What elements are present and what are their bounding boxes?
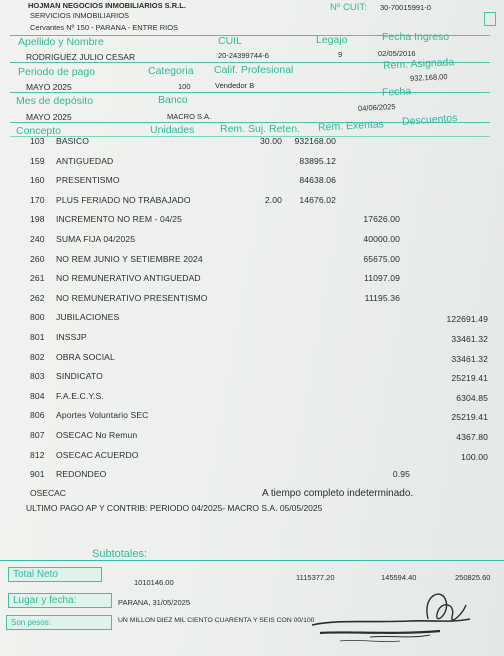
label-cuil: CUIL xyxy=(218,35,242,47)
row-rem-exentas: 40000.00 xyxy=(363,234,400,244)
employee-categoria: 100 xyxy=(178,82,191,91)
row-code: 170 xyxy=(30,194,45,205)
row-code: 262 xyxy=(30,292,45,303)
row-rem-exentas: 17626.00 xyxy=(363,214,400,225)
lugar-fecha-value: PARANA, 31/05/2025 xyxy=(118,598,190,607)
row-code: 261 xyxy=(30,273,45,284)
row-code: 198 xyxy=(30,214,45,225)
row-rem-exentas: 0.95 xyxy=(392,469,410,480)
company-name: HOJMAN NEGOCIOS INMOBILIARIOS S.R.L. xyxy=(28,1,186,10)
row-code: 807 xyxy=(30,430,45,440)
col-rem-exentas: Rem. Exentas xyxy=(317,118,385,134)
row-rem-exentas: 11097.09 xyxy=(363,273,400,284)
employee-calif: Vendedor B xyxy=(215,81,255,90)
row-code: 812 xyxy=(30,449,45,460)
row-concept: REDONDEO xyxy=(56,469,107,480)
signature-stamp xyxy=(300,575,490,655)
row-concept: F.A.E.C.Y.S. xyxy=(56,390,104,401)
lugar-fecha-label: Lugar y fecha: xyxy=(8,593,112,608)
row-concept: SINDICATO xyxy=(56,371,103,382)
row-rem-exentas: 65675.00 xyxy=(363,253,400,264)
row-rem-exentas: 11195.36 xyxy=(364,292,400,303)
row-descuentos: 33461.32 xyxy=(451,353,488,364)
row-code: 159 xyxy=(30,155,45,166)
row-concept: OSECAC ACUERDO xyxy=(56,449,139,460)
row-concept: NO REMUNERATIVO PRESENTISMO xyxy=(56,292,208,303)
row-concept: PLUS FERIADO NO TRABAJADO xyxy=(56,194,191,205)
row-concept: INSSJP xyxy=(56,332,87,342)
row-code: 103 xyxy=(30,136,45,146)
col-concepto: Concepto xyxy=(16,125,61,137)
row-descuentos: 25219.41 xyxy=(451,412,488,423)
employee-cuil: 20-24399744-6 xyxy=(218,51,269,60)
label-mes-deposito: Mes de depósito xyxy=(16,95,94,107)
row-concept: OBRA SOCIAL xyxy=(56,351,115,362)
col-rem-suj: Rem. Suj. Reten. xyxy=(220,123,300,135)
row-descuentos: 4367.80 xyxy=(456,432,488,442)
row-concept: JUBILACIONES xyxy=(56,312,120,323)
row-descuentos: 25219.41 xyxy=(451,373,488,384)
row-rem-suj: 932168.00 xyxy=(294,136,336,146)
subtotal-suj: 1115377.20 xyxy=(296,573,335,582)
row-code: 802 xyxy=(30,351,45,362)
label-banco: Banco xyxy=(158,94,188,106)
contract-note: A tiempo completo indeterminado. xyxy=(262,488,414,499)
ultimo-pago-note: ULTIMO PAGO AP Y CONTRIB: PERIODO 04/2025- MACRO S.A. 05/05/2025 xyxy=(26,503,323,513)
row-code: 160 xyxy=(30,175,45,186)
row-code: 801 xyxy=(30,332,45,342)
row-concept: PRESENTISMO xyxy=(56,175,120,186)
row-code: 240 xyxy=(30,234,45,244)
label-apellido: Apellido y Nombre xyxy=(18,36,104,48)
subtotal-exentas: 145594.40 xyxy=(381,573,417,582)
row-code: 901 xyxy=(30,469,45,480)
label-calif: Calif. Profesional xyxy=(214,64,294,76)
row-code: 806 xyxy=(30,410,45,421)
employee-banco: MACRO S.A. xyxy=(167,112,212,121)
employee-periodo: MAYO 2025 xyxy=(26,82,72,92)
subtotales-label: Subtotales: xyxy=(92,548,148,560)
row-descuentos: 122691.49 xyxy=(446,314,488,325)
row-concept: Aportes Voluntario SEC xyxy=(56,410,149,421)
row-descuentos: 100.00 xyxy=(461,451,488,462)
employee-legajo: 9 xyxy=(338,50,343,59)
company-address: Cervantes Nº 150 - PARANA - ENTRE RIOS xyxy=(30,23,179,32)
row-concept: BASICO xyxy=(56,136,90,146)
row-rem-suj: 83895.12 xyxy=(299,155,336,166)
row-code: 800 xyxy=(30,312,45,323)
row-descuentos: 33461.32 xyxy=(451,334,488,344)
row-concept: OSECAC No Remun xyxy=(56,430,138,440)
row-concept: ANTIGUEDAD xyxy=(56,155,114,166)
row-code: 803 xyxy=(30,371,45,382)
row-code: 804 xyxy=(30,390,45,401)
row-concept: INCREMENTO NO REM - 04/25 xyxy=(56,214,183,225)
row-rem-suj: 14676.02 xyxy=(299,194,336,205)
obra-social-note: OSECAC xyxy=(30,488,66,498)
label-fecha: Fecha xyxy=(381,85,412,99)
row-code: 260 xyxy=(30,253,45,264)
son-pesos-label: Son pesos: xyxy=(6,615,112,630)
row-descuentos: 6304.85 xyxy=(456,392,488,403)
row-units: 30.00 xyxy=(259,136,282,146)
son-pesos-value: UN MILLON DIEZ MIL CIENTO CUARENTA Y SEIS CON 00/100 xyxy=(118,617,315,624)
cuit-label: Nº CUIT: xyxy=(330,2,367,13)
label-periodo: Periodo de pago xyxy=(18,66,96,78)
row-rem-suj: 84638.06 xyxy=(299,175,336,186)
col-unidades: Unidades xyxy=(150,124,195,136)
label-fecha-ingreso: Fecha Ingreso xyxy=(382,31,450,43)
employee-fecha-ingreso: 02/05/2016 xyxy=(378,49,416,58)
employee-rem-asignada: 932.168,00 xyxy=(409,72,448,83)
employee-mes-deposito: MAYO 2025 xyxy=(26,112,72,122)
total-neto-label: Total Neto xyxy=(8,567,102,582)
row-concept: SUMA FIJA 04/2025 xyxy=(56,234,136,244)
col-descuentos: Descuentos xyxy=(401,112,458,128)
row-concept: NO REMUNERATIVO ANTIGUEDAD xyxy=(56,273,201,284)
label-legajo: Legajo xyxy=(316,34,348,46)
corner-box xyxy=(484,12,496,26)
subtotal-descuentos: 250825.60 xyxy=(455,573,491,582)
company-subtitle: SERVICIOS INMOBILIARIOS xyxy=(30,11,130,20)
cuit-value: 30-70015991-0 xyxy=(380,3,431,12)
row-units: 2.00 xyxy=(264,194,282,205)
total-neto-value: 1010146.00 xyxy=(134,578,174,587)
employee-fecha: 04/06/2025 xyxy=(357,102,396,113)
employee-name: RODRIGUEZ JULIO CESAR xyxy=(26,52,136,62)
label-rem-asignada: Rem. Asignada xyxy=(382,56,455,72)
label-categoria: Categoria xyxy=(148,65,194,77)
row-concept: NO REM JUNIO Y SETIEMBRE 2024 xyxy=(56,253,203,264)
